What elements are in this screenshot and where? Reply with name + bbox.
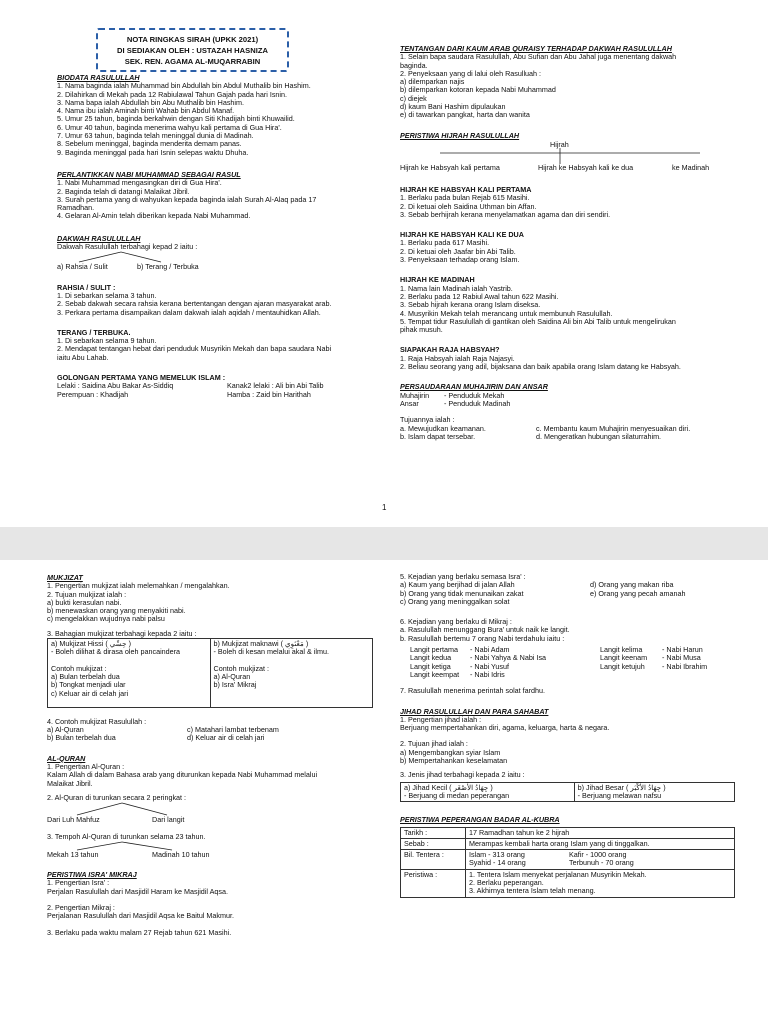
alquran-heading: AL-QURAN	[47, 753, 86, 763]
page-gap	[0, 527, 768, 560]
list-item: 9. Baginda meninggal pada hari Isnin selepas waktu Dhuha.	[57, 147, 249, 157]
list-item: a) dilemparkan najis	[400, 77, 465, 87]
muhajirin-label: Muhajirin	[400, 390, 430, 400]
dakwah-branch-a: a) Rahsia / Sulit	[57, 262, 108, 272]
raja-section	[400, 346, 740, 371]
rahsia-section	[57, 284, 382, 317]
langit-nabi: - Nabi Ibrahim	[662, 661, 708, 671]
madinah-section	[400, 276, 740, 334]
langit-nabi: - Nabi Harun	[662, 645, 703, 655]
kejadian-isra-e: e) Orang yang pecah amanah	[590, 588, 686, 598]
mukjizat-maknawi-cell	[210, 639, 373, 708]
list-item: a) Mengembangkan syiar Islam	[400, 747, 501, 757]
table-row	[401, 850, 735, 870]
golongan-section	[57, 374, 382, 399]
jihad-besar-cell	[574, 782, 734, 802]
habsyah1-section	[400, 186, 740, 219]
alquran-turun-tree-lines	[47, 802, 247, 816]
list-item: 3. Sebab berhijrah kerana menyelamatkan agama dan diri sendiri.	[400, 209, 611, 219]
page2-left-column	[47, 574, 382, 943]
table-row	[401, 827, 735, 838]
langit-name: Langit keenam	[600, 653, 648, 663]
tempoh-mekah: Mekah 13 tahun	[47, 849, 99, 859]
jihad-heading: JIHAD RASULULLAH DAN PARA SAHABAT	[400, 706, 549, 716]
kejadian-isra-d: d) Orang yang makan riba	[590, 580, 674, 590]
perlantikan-heading: PERLANTIKKAN NABI MUHAMMAD SEBAGAI RASUL	[57, 169, 241, 179]
list-item: 8. Sebelum meninggal, baginda menderita demam panas.	[57, 139, 242, 149]
tentangan-section	[400, 45, 740, 120]
langit-name: Langit ketiga	[410, 661, 451, 671]
contoh-b: b) Bulan terbelah dua	[47, 733, 116, 743]
list-item: 1. Pengertian Isra' :	[47, 878, 110, 888]
badar-peristiwa-label: Peristiwa :	[401, 869, 466, 897]
contoh-d: d) Keluar air di celah jari	[187, 733, 265, 743]
list-item: 2. Dilahirkan di Mekah pada 12 Rabiulawal Tahun Gajah pada hari Isnin.	[57, 89, 288, 99]
list-item: c) mengelakkan wujudnya nabi palsu	[47, 614, 165, 624]
list-item: 2. Pengertian Mikraj :	[47, 903, 115, 913]
list-item: 3. Penyeksaan terhadap orang Islam.	[400, 255, 520, 265]
list-item: 2. Beliau seorang yang adil, bijaksana dan baik apabila orang Islam datang ke Habsyah.	[400, 362, 681, 372]
badar-bil-label: Bil. Tentera :	[401, 850, 466, 870]
mikraj-b: b. Rasulullah bertemu 7 orang Nabi terdahulu iaitu :	[400, 633, 565, 643]
kejadian-isra-c: c) Orang yang meninggalkan solat	[400, 596, 510, 606]
list-item: 1. Nabi Muhammad mengasingkan diri di Gua Hira'.	[57, 178, 222, 188]
maknawi-contoh: Contoh mukjizat :	[213, 663, 270, 673]
habsyah1-heading: HIJRAH KE HABSYAH KALI PERTAMA	[400, 184, 532, 194]
list-item: d) kaum Bani Hashim dipulaukan	[400, 102, 506, 112]
kejadian-isra-section	[400, 573, 745, 606]
habsyah2-heading: HIJRAH KE HABSYAH KALI KE DUA	[400, 230, 524, 240]
list-item: 4. Nama ibu ialah Aminah binti Wahab bin Abdul Manaf.	[57, 106, 235, 116]
golongan-heading: GOLONGAN PERTAMA YANG MEMELUK ISLAM :	[57, 373, 226, 383]
langit-name: Langit kelima	[600, 645, 643, 655]
title-line-3: SEK. REN. AGAMA AL-MUQARRABIN	[124, 57, 261, 66]
list-item: 4. Gelaran Al-Amin telah diberikan kepada Nabi Muhammad.	[57, 211, 251, 221]
list-item: 3. Berlaku pada waktu malam 27 Rejab tahun 621 Masihi.	[47, 927, 232, 937]
mikraj-solat: 7. Rasulullah menerima perintah solat fardhu.	[400, 686, 546, 696]
bil-islam: Islam - 313 orang	[469, 850, 525, 860]
list-item: 2. Tujuan mukjizat ialah :	[47, 589, 127, 599]
list-item: 1. Selain bapa saudara Rasulullah, Abu Sufian dan Abu Jahal juga menentang dakwah	[400, 52, 677, 62]
hissi-item: a) Bulan terbelah dua	[51, 671, 120, 681]
habsyah2-section	[400, 231, 740, 264]
dakwah-section	[57, 235, 382, 272]
bil-kafir: Kafir - 1000 orang	[569, 850, 627, 860]
page2-right-column	[400, 573, 745, 904]
list-item: e) di tawarkan pangkat, harta dan wanita	[400, 110, 530, 120]
mukjizat-section	[47, 574, 382, 743]
jihad-besar-title: b) Jihad Besar ( جِهَادُ الأَكْبَر )	[577, 782, 666, 792]
tujuan-c: c. Membantu kaum Muhajirin menyesuaikan diri.	[536, 423, 691, 433]
list-item: 5. Tempat tidur Rasulullah di gantikan oleh Saidina Ali bin Abi Talib untuk mengelirukan	[400, 316, 676, 326]
terang-section	[57, 329, 382, 362]
list-item: iaitu Abu Lahab.	[57, 352, 109, 362]
list-item: Kalam Allah di dalam Bahasa arab yang diturunkan kepada Nabi Muhammad melalui	[47, 770, 318, 780]
hijrah-branch-2: Hijrah ke Habsyah kali ke dua	[538, 162, 634, 172]
mikraj-a: a. Rasulullah menunggang Bura' untuk naik ke langit.	[400, 625, 570, 635]
dakwah-heading: DAKWAH RASULULLAH	[57, 233, 141, 243]
list-item: 1. Pengertian Al-Quran :	[47, 762, 125, 772]
langit-nabi: - Nabi Musa	[662, 653, 701, 663]
list-item: 1. Di sebarkan selama 3 tahun.	[57, 290, 157, 300]
dakwah-branches	[57, 263, 382, 271]
list-item: 2. Tujuan jihad ialah :	[400, 739, 468, 749]
list-item: 3. Nama bapa ialah Abdullah bin Abu Muthalib bin Hashim.	[57, 97, 244, 107]
list-item: b) dilemparkan kotoran kepada Nabi Muhammad	[400, 85, 556, 95]
jihad-table	[400, 782, 735, 803]
list-item: 6. Umur 40 tahun, baginda menerima wahyu kali pertama di Gua Hira'.	[57, 122, 282, 132]
list-item: 2. Baginda telah di datangi Malaikat Jibril.	[57, 186, 190, 196]
title-line-2: DI SEDIAKAN OLEH : USTAZAH HASNIZA	[117, 46, 268, 55]
contoh-a: a) Al-Quran	[47, 725, 84, 735]
badar-peristiwa-value	[466, 869, 735, 897]
perlantikan-section	[57, 171, 382, 221]
langit-name: Langit keempat	[410, 669, 460, 679]
list-item: Perjalan Rasulullah dari Masjidil Haram ke Masjidil Aqsa.	[47, 886, 228, 896]
title-line-1: NOTA RINGKAS SIRAH (UPKK 2021)	[126, 35, 259, 44]
biodata-section	[57, 74, 382, 157]
hissi-title: a) Mukjizat Hissi ( حِسِّي )	[51, 639, 131, 649]
jihad-kecil-title: a) Jihad Kecil ( جِهَادُ الأَصْغَر )	[404, 782, 493, 792]
alquran-turun: 2. Al-Quran di turunkan secara 2 peringkat :	[47, 792, 187, 802]
list-item: a) bukti kerasulan nabi.	[47, 597, 122, 607]
page-2	[0, 560, 768, 1024]
raja-heading: SIAPAKAH RAJA HABSYAH?	[400, 345, 500, 355]
peristiwa-item: 1. Tentera Islam menyekat perjalanan Musyrikin Mekah.	[469, 869, 647, 879]
list-item: Berjuang mempertahankan diri, agama, keluarga, harta & negara.	[400, 723, 610, 733]
badar-sebab-value: Merampas kembali harta orang Islam yang di tinggalkan.	[466, 838, 735, 849]
terang-heading: TERANG / TERBUKA.	[57, 327, 131, 337]
maknawi-desc: - Boleh di kesan melalui akal & ilmu.	[213, 647, 329, 657]
peristiwa-item: 3. Akhirnya tentera Islam telah menang.	[469, 886, 596, 896]
badar-sebab-label: Sebab :	[401, 838, 466, 849]
jihad-jenis: 3. Jenis jihad terbahagi kepada 2 iaitu :	[400, 770, 525, 780]
tempoh-madinah: Madinah 10 tahun	[152, 849, 210, 859]
turun-luh-mahfuz: Dari Luh Mahfuz	[47, 815, 100, 825]
list-item: 2. Penyeksaan yang di lalui oleh Rasulluah :	[400, 68, 542, 78]
list-item: b) Mempertahankan keselamatan	[400, 756, 508, 766]
peristiwa-item: 2. Berlaku peperangan.	[469, 878, 544, 888]
langit-nabi: - Nabi Adam	[470, 645, 510, 655]
persaudaraan-section	[400, 383, 740, 441]
page1-right-column	[400, 45, 740, 447]
list-item: 2. Di ketuai oleh Saidina Uthman bin Affan.	[400, 201, 537, 211]
langit-name: Langit kedua	[410, 653, 452, 663]
langit-name: Langit pertama	[410, 645, 458, 655]
hijrah-root: Hijrah	[550, 139, 569, 149]
biodata-heading: BIODATA RASULULLAH	[57, 73, 140, 82]
list-item: 1. Pengertian mukjizat ialah melemahkan / mengalahkan.	[47, 581, 230, 591]
list-item: 1. Nama lain Madinah ialah Yastrib.	[400, 283, 513, 293]
contoh-c: c) Matahari lambat terbenam	[187, 725, 279, 735]
langit-nabi: - Nabi Yusuf	[470, 661, 510, 671]
tujuan-a: a. Mewujudkan keamanan.	[400, 423, 486, 433]
golongan-perempuan: Perempuan : Khadijah	[57, 389, 129, 399]
badar-heading: PERISTIWA PEPERANGAN BADAR AL-KUBRA	[400, 815, 560, 825]
table-row	[401, 869, 735, 897]
jihad-besar-desc: - Berjuang melawan nafsu	[577, 790, 662, 800]
langit-name: Langit ketujuh	[600, 661, 645, 671]
hijrah-tree	[400, 140, 740, 174]
tujuan-d: d. Mengeratkan hubungan silaturrahim.	[536, 431, 662, 441]
badar-tarikh-label: Tarikh :	[401, 827, 466, 838]
mukjizat-hissi-cell	[48, 639, 211, 708]
jihad-kecil-cell	[401, 782, 575, 802]
muhajirin-value: - Penduduk Mekah	[444, 390, 505, 400]
list-item: baginda.	[400, 60, 428, 70]
badar-tarikh-value: 17 Ramadhan tahun ke 2 hijrah	[466, 827, 735, 838]
contoh-rasulullah: 4. Contoh mukjizat Rasulullah :	[47, 716, 147, 726]
list-item: 3. Surah pertama yang di wahyukan kepada baginda ialah Surah Al-Alaq pada 17	[57, 194, 317, 204]
list-item: 1. Nama baginda ialah Muhammad bin Abdullah bin Abdul Muthalib bin Hashim.	[57, 81, 311, 91]
alquran-section	[47, 755, 382, 859]
page1-left-column	[57, 74, 382, 405]
list-item: 1. Berlaku pada 617 Masihi.	[400, 238, 490, 248]
golongan-kanak: Kanak2 lelaki : Ali bin Abi Talib	[227, 381, 324, 391]
mukjizat-table	[47, 638, 373, 708]
kejadian-isra-heading: 5. Kejadian yang berlaku semasa Isra' :	[400, 572, 526, 581]
badar-table	[400, 827, 735, 898]
list-item: 3. Perkara pertama disampaikan dalam dakwah ialah aqidah / mentauhidkan Allah.	[57, 307, 321, 317]
mukjizat-heading: MUKJIZAT	[47, 573, 83, 582]
hissi-item: c) Keluar air di celah jari	[51, 688, 129, 698]
badar-bil-value	[466, 850, 735, 870]
list-item: b) menewaskan orang yang menyakiti nabi.	[47, 606, 186, 616]
isra-heading: PERISTIWA ISRA' MIKRAJ	[47, 870, 137, 880]
list-item: 2. Di ketuai oleh Jaafar bin Abi Talib.	[400, 246, 516, 256]
list-item: c) diejek	[400, 93, 427, 103]
maknawi-item: a) Al-Quran	[213, 671, 251, 681]
persaudaraan-heading: PERSAUDARAAN MUHAJIRIN DAN ANSAR	[400, 382, 548, 392]
ansar-value: - Penduduk Madinah	[444, 398, 511, 408]
dakwah-branch-b: b) Terang / Terbuka	[137, 262, 199, 272]
langit-list-2	[600, 646, 707, 679]
rahsia-heading: RAHSIA / SULIT :	[57, 282, 116, 292]
list-item: 1. Berlaku pada bulan Rejab 615 Masihi.	[400, 193, 530, 203]
langit-nabi: - Nabi Idris	[470, 669, 505, 679]
langit-grid	[400, 646, 745, 679]
list-item: 2. Mendapat tentangan hebat dari penduduk Musyrikin Mekah dan bapa saudara Nabi	[57, 344, 332, 354]
hissi-desc: - Boleh dilihat & dirasa oleh pancaindera	[51, 647, 181, 657]
turun-langit: Dari langit	[152, 815, 185, 825]
list-item: 4. Musyrikin Mekah telah merancang untuk membunuh Rasulullah.	[400, 308, 613, 318]
tentangan-heading: TENTANGAN DARI KAUM ARAB QURAISY TERHADAP DAKWAH RASULULLAH	[400, 44, 672, 53]
langit-list-1	[400, 646, 600, 679]
page-number: 1	[382, 503, 387, 512]
kejadian-mikraj-heading: 6. Kejadian yang berlaku di Mikraj :	[400, 617, 512, 627]
bil-terbunuh: Terbunuh - 70 orang	[569, 858, 634, 868]
ansar-label: Ansar	[400, 398, 419, 408]
dakwah-intro: Dakwah Rasulullah terbahagi kepad 2 iaitu :	[57, 242, 198, 252]
maknawi-title: b) Mukjizat maknawi ( مَعْنَوِي )	[213, 639, 309, 649]
isra-section	[47, 871, 382, 937]
hijrah-heading: PERISTIWA HIJRAH RASULULLAH	[400, 130, 520, 140]
list-item: 5. Umur 25 tahun, baginda berkahwin dengan Siti Khadijah binti Khuwailid.	[57, 114, 295, 124]
alquran-tempoh: 3. Tempoh Al-Quran di turunkan selama 23 tahun.	[47, 831, 206, 841]
list-item: 2. Sebab dakwah secara rahsia kerana bertentangan dengan ajaran masyarakat arab.	[57, 299, 332, 309]
hissi-contoh: Contoh mukjizat :	[51, 663, 107, 673]
hijrah-section	[400, 132, 740, 174]
list-item: 1. Pengertian jihad ialah :	[400, 714, 482, 724]
list-item: 1. Di sebarkan selama 9 tahun.	[57, 336, 157, 346]
golongan-hamba: Hamba : Zaid bin Harithah	[227, 389, 311, 399]
list-item: Ramadhan.	[57, 203, 95, 213]
kejadian-isra-b: b) Orang yang tidak menunaikan zakat	[400, 588, 524, 598]
list-item: Malaikat Jibril.	[47, 778, 93, 788]
golongan-lelaki: Lelaki : Saidina Abu Bakar As-Siddiq	[57, 381, 174, 391]
list-item: 7. Umur 63 tahun, baginda telah meninggal dunia di Madinah.	[57, 131, 254, 141]
jihad-section	[400, 708, 745, 803]
bil-syahid: Syahid - 14 orang	[469, 858, 526, 868]
list-item: pihak musuh.	[400, 325, 443, 335]
list-item: 3. Sebab hijrah kerana orang Islam diseksa.	[400, 300, 541, 310]
list-item: Perjalanan Rasulullah dari Masjidil Aqsa ke Baitul Makmur.	[47, 911, 234, 921]
jihad-kecil-desc: - Berjuang di medan peperangan	[404, 790, 510, 800]
list-item: 1. Raja Habsyah ialah Raja Najasyi.	[400, 353, 515, 363]
kejadian-mikraj-section	[400, 618, 745, 695]
maknawi-item: b) Isra' Mikraj	[213, 680, 257, 690]
tujuan-b: b. Islam dapat tersebar.	[400, 431, 476, 441]
hijrah-branch-1: Hijrah ke Habsyah kali pertama	[400, 162, 500, 172]
hissi-item: b) Tongkat menjadi ular	[51, 680, 126, 690]
badar-section	[400, 816, 745, 897]
langit-nabi: - Nabi Yahya & Nabi Isa	[470, 653, 547, 663]
title-box	[96, 28, 289, 72]
hijrah-branch-3: ke Madinah	[672, 162, 710, 172]
table-row	[401, 838, 735, 849]
madinah-heading: HIJRAH KE MADINAH	[400, 275, 475, 285]
list-item: 2. Berlaku pada 12 Rabiul Awal tahun 622 Masihi.	[400, 291, 559, 301]
mukjizat-bahagian: 3. Bahagian mukjizat terbahagi kepada 2 iaitu :	[47, 628, 197, 638]
tujuan-label: Tujuannya ialah :	[400, 415, 455, 425]
kejadian-isra-a: a) Kaum yang berjihad di jalan Allah	[400, 580, 515, 590]
